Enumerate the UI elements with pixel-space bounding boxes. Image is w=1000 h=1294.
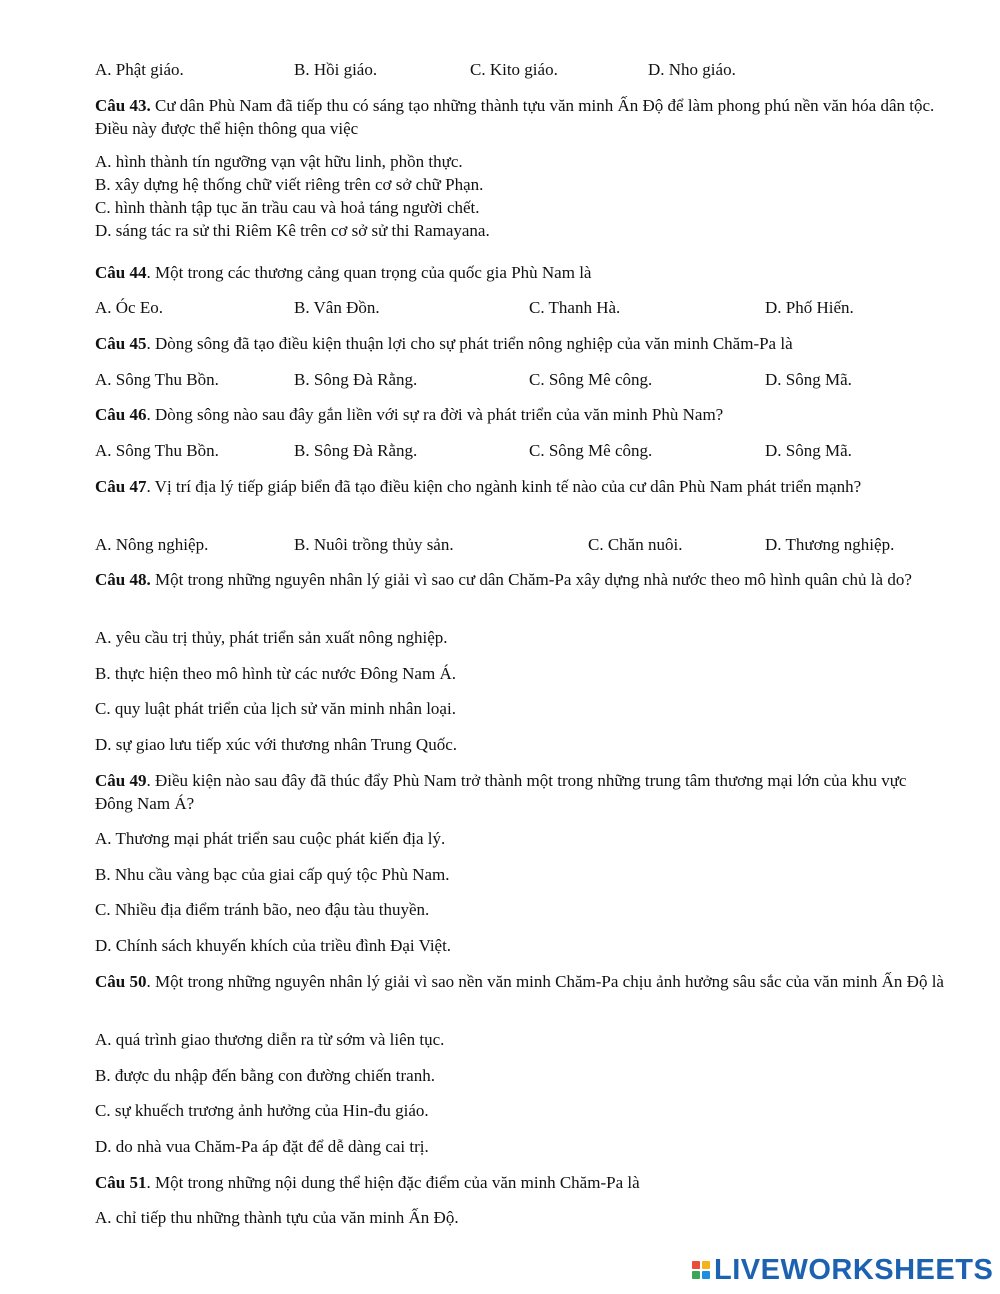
liveworksheets-logo-text: LIVEWORKSHEETS [714,1253,994,1286]
q48-question [95,568,945,591]
q48-option-c[interactable]: C. quy luật phát triển của lịch sử văn minh nhân loại. [95,699,456,718]
q44-label: Câu 44 [95,263,147,282]
q47-options [95,533,975,556]
q42-option-a[interactable]: A. Phật giáo. [95,60,184,79]
q47-option-d[interactable]: D. Thương nghiệp. [765,535,895,554]
q42-options [95,58,975,81]
q45-label: Câu 45 [95,334,147,353]
q50-option-b[interactable]: B. được du nhập đến bằng con đường chiến tranh. [95,1066,435,1085]
q47-text: . Vị trí địa lý tiếp giáp biển đã tạo điều kiện cho ngành kinh tế nào của cư dân Phù Nam phát triển mạnh? [146,477,862,496]
q45-option-b[interactable]: B. Sông Đà Rằng. [294,370,418,389]
q49-question [95,769,945,815]
q48-text: Một trong những nguyên nhân lý giải vì sao cư dân Chăm-Pa xây dựng nhà nước theo mô hình quân chủ là do? [150,570,912,589]
q50-text: . Một trong những nguyên nhân lý giải vì sao nền văn minh Chăm-Pa chịu ảnh hưởng sâu sắc của văn minh Ấn Độ là [146,972,944,991]
q44-option-d[interactable]: D. Phố Hiến. [765,298,854,317]
q51-text: . Một trong những nội dung thể hiện đặc điểm của văn minh Chăm-Pa là [146,1173,640,1192]
q51-label: Câu 51 [95,1173,147,1192]
q46-text: . Dòng sông nào sau đây gắn liền với sự ra đời và phát triển của văn minh Phù Nam? [146,405,724,424]
q42-option-c[interactable]: C. Kito giáo. [470,60,558,79]
q45-text: . Dòng sông đã tạo điều kiện thuận lợi cho sự phát triển nông nghiệp của văn minh Chăm-Pa là [146,334,793,353]
q45-question [95,332,945,355]
q44-option-b[interactable]: B. Vân Đồn. [294,298,380,317]
q46-option-b[interactable]: B. Sông Đà Rằng. [294,441,418,460]
q44-question [95,261,945,284]
q44-option-a[interactable]: A. Óc Eo. [95,298,163,317]
q49-text: . Điều kiện nào sau đây đã thúc đẩy Phù Nam trở thành một trong những trung tâm thương mại lớn của khu vực Đông Nam Á? [95,771,907,813]
liveworksheets-logo-icon [692,1261,710,1279]
q43-text: Cư dân Phù Nam đã tiếp thu có sáng tạo những thành tựu văn minh Ấn Độ để làm phong phú nền văn hóa dân tộc. Điều này được thể hiện thông qua việc [95,96,935,138]
q49-label: Câu 49 [95,771,147,790]
q45-option-a[interactable]: A. Sông Thu Bồn. [95,370,219,389]
q43-option-b[interactable]: B. xây dựng hệ thống chữ viết riêng trên cơ sở chữ Phạn. [95,175,484,194]
q49-option-b[interactable]: B. Nhu cầu vàng bạc của giai cấp quý tộc Phù Nam. [95,865,450,884]
q49-option-d[interactable]: D. Chính sách khuyến khích của triều đình Đại Việt. [95,936,452,955]
q46-option-c[interactable]: C. Sông Mê công. [529,441,653,460]
q51-question [95,1171,945,1194]
q43-label: Câu 43. [95,96,151,115]
q42-option-b[interactable]: B. Hồi giáo. [294,60,378,79]
q46-option-a[interactable]: A. Sông Thu Bồn. [95,441,219,460]
q47-option-c[interactable]: C. Chăn nuôi. [588,535,683,554]
q48-option-a[interactable]: A. yêu cầu trị thủy, phát triển sản xuất nông nghiệp. [95,628,448,647]
q42-option-d[interactable]: D. Nho giáo. [648,60,736,79]
q48-label: Câu 48. [95,570,151,589]
q45-option-d[interactable]: D. Sông Mã. [765,370,852,389]
q46-question [95,403,945,426]
q50-option-c[interactable]: C. sự khuếch trương ảnh hưởng của Hin-đu giáo. [95,1101,429,1120]
q49-option-a[interactable]: A. Thương mại phát triển sau cuộc phát kiến địa lý. [95,829,446,848]
q43-question [95,94,945,140]
q45-options [95,368,975,391]
q43-option-d[interactable]: D. sáng tác ra sử thi Riêm Kê trên cơ sở sử thi Ramayana. [95,221,490,240]
q48-option-d[interactable]: D. sự giao lưu tiếp xúc với thương nhân Trung Quốc. [95,735,457,754]
q44-text: . Một trong các thương cảng quan trọng của quốc gia Phù Nam là [146,263,592,282]
q47-option-a[interactable]: A. Nông nghiệp. [95,535,209,554]
q44-options [95,296,975,319]
q50-option-a[interactable]: A. quá trình giao thương diễn ra từ sớm và liên tục. [95,1030,445,1049]
q49-option-c[interactable]: C. Nhiều địa điểm tránh bão, neo đậu tàu thuyền. [95,900,430,919]
q47-question [95,475,945,498]
q45-option-c[interactable]: C. Sông Mê công. [529,370,653,389]
q50-option-d[interactable]: D. do nhà vua Chăm-Pa áp đặt để dễ dàng cai trị. [95,1137,429,1156]
q43-option-c[interactable]: C. hình thành tập tục ăn trầu cau và hoả táng người chết. [95,198,480,217]
q47-label: Câu 47 [95,477,147,496]
q48-option-b[interactable]: B. thực hiện theo mô hình từ các nước Đông Nam Á. [95,664,456,683]
q43-option-a[interactable]: A. hình thành tín ngưỡng vạn vật hữu linh, phồn thực. [95,152,463,171]
q47-option-b[interactable]: B. Nuôi trồng thủy sản. [294,535,454,554]
q50-label: Câu 50 [95,972,147,991]
liveworksheets-logo [692,1254,993,1286]
q44-option-c[interactable]: C. Thanh Hà. [529,298,621,317]
q46-options [95,439,975,462]
q51-option-a[interactable]: A. chỉ tiếp thu những thành tựu của văn minh Ấn Độ. [95,1208,459,1227]
q46-label: Câu 46 [95,405,147,424]
q50-question [95,970,945,993]
q46-option-d[interactable]: D. Sông Mã. [765,441,852,460]
